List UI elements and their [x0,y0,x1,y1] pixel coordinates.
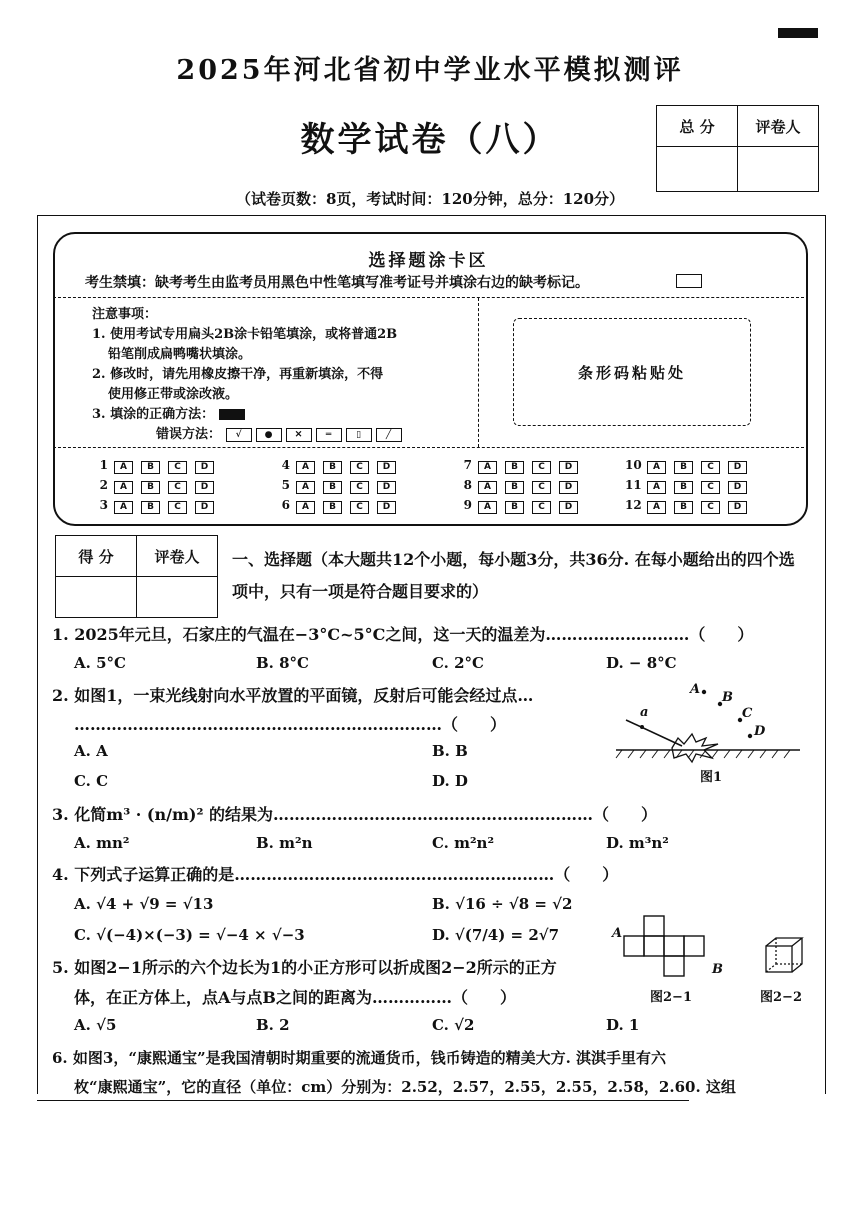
q-number: 8 [463,478,472,492]
fig1-point-d: D [754,724,766,739]
answer-row-11 [625,478,755,494]
q4-choice-d[interactable]: D. √(7/4) = 2√7 [432,926,560,944]
bubble-b[interactable]: B [141,501,160,514]
bubble-c[interactable]: C [350,501,369,514]
q4-choice-c[interactable]: C. √(−4)×(−3) = √−4 × √−3 [74,926,305,944]
answer-row-10 [625,458,755,474]
instructions [92,305,406,445]
answer-row-3 [92,498,222,514]
absent-mark-box[interactable] [676,274,702,288]
answer-row-4 [274,458,404,474]
q3-choice-a[interactable]: A. mn² [74,834,130,852]
bubble-c[interactable]: C [350,481,369,494]
bubble-d[interactable]: D [195,461,214,474]
q3-choice-b[interactable]: B. m²n [256,834,313,852]
paper-title: 数学试卷（八） [300,120,560,160]
answer-row-2 [92,478,222,494]
figure-2-2-caption: 图2−2 [760,990,802,1005]
exam-title: 2025年河北省初中学业水平模拟测评 [176,55,684,86]
bubble-a[interactable]: A [296,481,315,494]
note-line: 2. 修改时，请先用橡皮擦干净，再重新填涂，不得 [92,367,384,382]
question-4: 4. 下列式子运算正确的是……………………………………………………（ ） [52,865,619,884]
q1-choice-a[interactable]: A. 5°C [74,654,126,672]
q2-choice-b[interactable]: B. B [432,742,468,760]
bubble-b[interactable]: B [141,461,160,474]
grader-header: 评卷人 [137,536,218,577]
wrong-method-label: 错误方法： [156,427,222,442]
question-2-cont: ……………………………………………………………（ ） [74,715,507,734]
bubble-d[interactable]: D [559,481,578,494]
frame-bottom-rule [37,1100,689,1101]
bubble-d[interactable]: D [377,501,396,514]
bubble-a[interactable]: A [647,481,666,494]
absent-notice: 考生禁填：缺考考生由监考员用黑色中性笔填写准考证号并填涂右边的缺考标记。 [85,275,589,291]
bubble-b[interactable]: B [323,501,342,514]
q-number: 3 [99,498,108,512]
q2-choice-c[interactable]: C. C [74,772,109,790]
fig1-point-c: C [742,706,753,721]
bubble-b[interactable]: B [505,461,524,474]
answer-row-7 [456,458,586,474]
figure-2-1-caption: 图2−1 [650,990,692,1005]
bubble-a[interactable]: A [478,461,497,474]
q1-choice-c[interactable]: C. 2°C [432,654,484,672]
wrong-sample-cross: ✕ [286,428,312,442]
card-divider [53,447,804,448]
wrong-sample-lines: ═ [316,428,342,442]
question-6-cont: 枚“康熙通宝”，它的直径（单位：cm）分别为：2.52，2.57，2.55，2.55，2.58，2.60. 这组 [74,1078,736,1096]
bubble-b[interactable]: B [323,481,342,494]
wrong-sample-slash: ╱ [376,428,402,442]
bubble-c[interactable]: C [532,481,551,494]
question-5: 5. 如图2−1所示的六个边长为1的小正方形可以折成图2−2所示的正方 [52,958,557,977]
bubble-a[interactable]: A [478,481,497,494]
q-number: 10 [625,458,642,472]
q1-choice-b[interactable]: B. 8°C [256,654,309,672]
correct-method-label: 3. 填涂的正确方法： [92,407,215,422]
bubble-b[interactable]: B [674,461,693,474]
bubble-b[interactable]: B [674,481,693,494]
grader-cell[interactable] [137,577,218,618]
bubble-b[interactable]: B [674,501,693,514]
net-point-b: B [712,962,723,977]
q5-choice-d[interactable]: D. 1 [606,1016,640,1034]
q-number: 7 [463,458,472,472]
bubble-c[interactable]: C [168,501,187,514]
total-score-header: 总 分 [657,106,738,147]
correct-fill-sample [219,409,245,420]
net-point-a: A [612,926,623,941]
bubble-d[interactable]: D [728,481,747,494]
bubble-b[interactable]: B [323,461,342,474]
q1-choice-d[interactable]: D. − 8°C [606,654,677,672]
notes-title: 注意事项： [92,307,158,322]
q-number: 12 [625,498,642,512]
bubble-c[interactable]: C [532,461,551,474]
bubble-b[interactable]: B [505,501,524,514]
bubble-a[interactable]: A [296,461,315,474]
answer-row-1 [92,458,222,474]
q3-choice-d[interactable]: D. m³n² [606,834,669,852]
q5-choice-b[interactable]: B. 2 [256,1016,290,1034]
question-5-cont: 体，在正方体上，点A与点B之间的距离为……………（ ） [74,988,516,1007]
question-3: 3. 化简m³ · (n/m)² 的结果为……………………………………………………（ ） [52,805,658,824]
bubble-d[interactable]: D [377,461,396,474]
bubble-c[interactable]: C [168,481,187,494]
bubble-a[interactable]: A [114,461,133,474]
fig1-point-a: A [690,682,701,697]
question-2: 2. 如图1，一束光线射向水平放置的平面镜，反射后可能会经过点… [52,686,534,705]
q2-choice-a[interactable]: A. A [74,742,108,760]
note-line: 1. 使用考试专用扁头2B涂卡铅笔填涂，或将普通2B [92,327,398,342]
answer-row-6 [274,498,404,514]
bubble-a[interactable]: A [647,501,666,514]
answer-row-5 [274,478,404,494]
answer-row-12 [625,498,755,514]
bubble-a[interactable]: A [114,481,133,494]
wrong-sample-dot: ● [256,428,282,442]
wrong-sample-check: √ [226,428,252,442]
grader-header: 评卷人 [738,106,819,147]
total-score-table [656,105,819,192]
bubble-a[interactable]: A [296,501,315,514]
card-divider [478,298,479,447]
note-line: 铅笔削成扁鸭嘴状填涂。 [108,347,252,362]
barcode-label: 条形码粘贴处 [577,364,686,382]
bubble-c[interactable]: C [701,481,720,494]
fig1-point-b: B [722,690,733,705]
exam-meta: （试卷页数：8页，考试时间：120分钟，总分：120分） [235,190,625,208]
bubble-a[interactable]: A [478,501,497,514]
bubble-d[interactable]: D [195,501,214,514]
figure-2-2-cube [762,934,808,976]
note-line: 使用修正带或涂改液。 [108,387,239,402]
score-header: 得 分 [56,536,137,577]
q4-choice-b[interactable]: B. √16 ÷ √8 = √2 [432,895,573,913]
bubble-c[interactable]: C [701,501,720,514]
question-6: 6. 如图3，“康熙通宝”是我国清朝时期重要的流通货币，钱币铸造的精美大方. 淇淇手里有六 [52,1049,667,1067]
total-score-cell[interactable] [657,147,738,192]
grader-cell[interactable] [738,147,819,192]
bubble-c[interactable]: C [532,501,551,514]
q-number: 2 [99,478,108,492]
q-number: 6 [281,498,290,512]
fig1-ray-label: a [640,705,649,720]
q-number: 1 [99,458,108,472]
bubble-d[interactable]: D [559,501,578,514]
q4-choice-a[interactable]: A. √4 + √9 = √13 [74,895,214,913]
bubble-a[interactable]: A [647,461,666,474]
section-heading: 一、选择题（本大题共12个小题，每小题3分，共36分. 在每小题给出的四个选项中，只有一项是符合题目要求的） [232,550,795,601]
corner-mark [778,28,818,38]
card-divider [53,297,804,298]
q2-choice-d[interactable]: D. D [432,772,468,790]
bubble-d[interactable]: D [728,501,747,514]
answer-row-8 [456,478,586,494]
answer-row-9 [456,498,586,514]
bubble-c[interactable]: C [168,461,187,474]
q5-choice-a[interactable]: A. √5 [74,1016,117,1034]
bubble-b[interactable]: B [141,481,160,494]
wrong-sample-bars: ▯ [346,428,372,442]
bubble-b[interactable]: B [505,481,524,494]
q3-choice-c[interactable]: C. m²n² [432,834,495,852]
bubble-d[interactable]: D [559,461,578,474]
q-number: 9 [463,498,472,512]
answer-card-title: 选择题涂卡区 [368,251,489,271]
score-cell[interactable] [56,577,137,618]
q-number: 5 [281,478,290,492]
bubble-d[interactable]: D [377,481,396,494]
bubble-a[interactable]: A [114,501,133,514]
section-score-table [55,535,218,618]
question-1: 1. 2025年元旦，石家庄的气温在−3°C~5°C之间，这一天的温差为………………………（ ） [52,625,754,644]
bubble-d[interactable]: D [195,481,214,494]
bubble-d[interactable]: D [728,461,747,474]
q-number: 11 [625,478,642,492]
figure-1-caption: 图1 [700,770,723,785]
q-number: 4 [281,458,290,472]
bubble-c[interactable]: C [350,461,369,474]
q5-choice-c[interactable]: C. √2 [432,1016,475,1034]
bubble-c[interactable]: C [701,461,720,474]
